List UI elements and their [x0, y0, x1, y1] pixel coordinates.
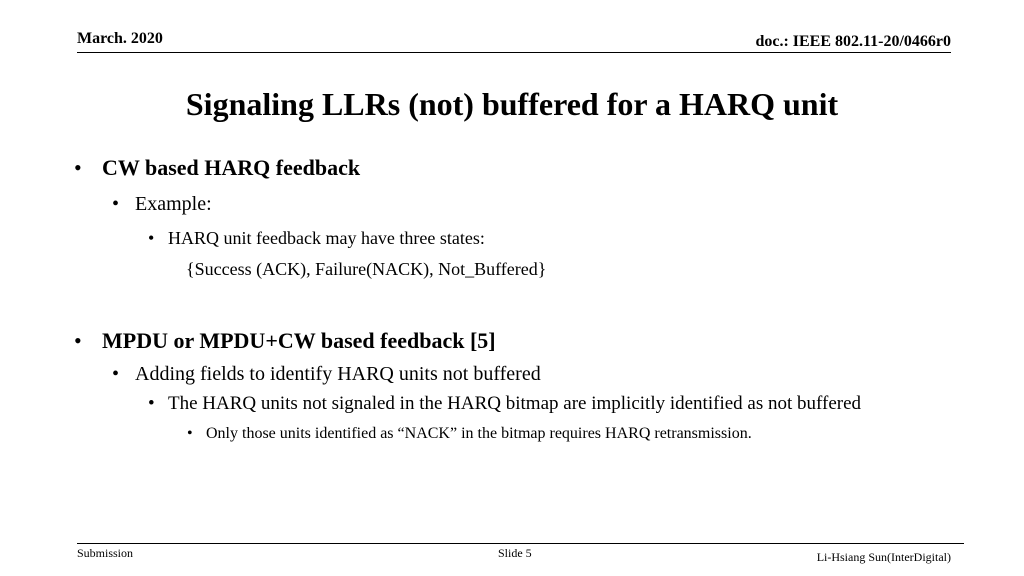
bullet-nack-retransmission	[187, 424, 752, 444]
bullet-icon: •	[112, 193, 120, 215]
bullet-text: MPDU or MPDU+CW based feedback [5]	[102, 328, 496, 353]
bullet-text: CW based HARQ feedback	[102, 155, 361, 180]
slide-title: Signaling LLRs (not) buffered for a HARQ unit	[185, 86, 839, 122]
bullet-text: The HARQ units not signaled in the HARQ bitmap are implicitly identified as not buffered	[168, 393, 862, 414]
bullet-text: HARQ unit feedback may have three states:	[168, 228, 485, 248]
bullet-three-states	[148, 227, 485, 249]
footer-slide-number: Slide 5	[498, 546, 532, 560]
bullet-mpdu-feedback	[74, 328, 496, 354]
footer-divider	[77, 543, 964, 544]
header-date: March. 2020	[77, 30, 163, 47]
bullet-not-signaled	[148, 393, 862, 415]
bullet-adding-fields	[112, 362, 541, 386]
bullet-cw-harq-feedback	[74, 155, 361, 181]
header-doc-id: doc.: IEEE 802.11-20/0466r0	[755, 33, 951, 50]
bullet-icon: •	[74, 155, 82, 180]
bullet-icon: •	[148, 393, 155, 414]
bullet-icon: •	[74, 328, 82, 353]
header-divider	[77, 52, 951, 53]
bullet-icon: •	[148, 228, 155, 248]
bullet-icon: •	[112, 363, 120, 385]
bullet-example	[112, 192, 212, 216]
bullet-text: Adding fields to identify HARQ units not buffered	[135, 363, 541, 385]
states-list-text: {Success (ACK), Failure(NACK), Not_Buffered}	[186, 259, 547, 279]
bullet-text: Example:	[135, 193, 212, 215]
bullet-text: Only those units identified as “NACK” in the bitmap requires HARQ retransmission.	[206, 425, 752, 442]
bullet-icon: •	[187, 425, 193, 442]
footer-submission: Submission	[77, 546, 134, 560]
footer-author: Li-Hsiang Sun(InterDigital)	[816, 550, 951, 564]
